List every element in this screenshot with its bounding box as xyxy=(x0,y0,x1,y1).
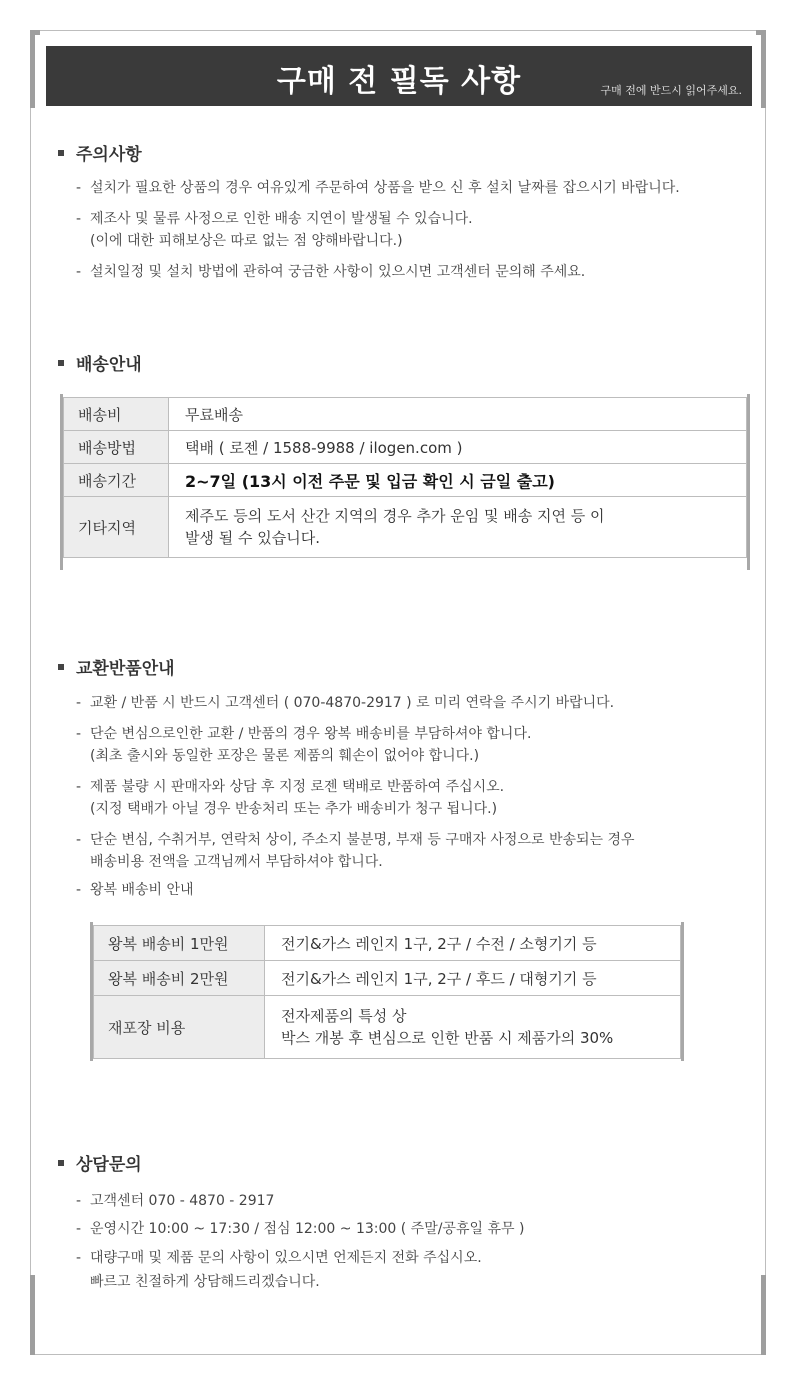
contact-section-title: 상담문의 xyxy=(58,1150,142,1175)
shipping-value: 2~7일 (13시 이전 주문 및 입금 확인 시 금일 출고) xyxy=(169,464,747,497)
fee-value: 전자제품의 특성 상 박스 개봉 후 변심으로 인한 반품 시 제품가의 30% xyxy=(265,996,681,1059)
shipping-label: 배송비 xyxy=(64,398,169,431)
returns-list xyxy=(76,692,756,901)
shipping-label: 배송기간 xyxy=(64,464,169,497)
table-edge xyxy=(747,394,750,570)
returns-item: - 교환 / 반품 시 반드시 고객센터 ( 070-4870-2917 ) 로 미리 연락을 주시기 바랍니다. xyxy=(76,692,756,714)
table-row xyxy=(94,996,681,1059)
returns-item: - 단순 변심, 수취거부, 연락처 상이, 주소지 불분명, 부재 등 구매자 사정으로 반송되는 경우 배송비용 전액을 고객님께서 부담하셔야 합니다. xyxy=(76,829,756,873)
table-edge xyxy=(90,922,93,1061)
contact-list xyxy=(76,1184,756,1294)
table-row xyxy=(94,926,681,961)
notice-item: - 설치가 필요한 상품의 경우 여유있게 주문하여 상품을 받으 신 후 설치 날짜를 잡으시기 바랍니다. xyxy=(76,177,756,199)
returns-item: - 왕복 배송비 안내 xyxy=(76,879,756,901)
square-bullet-icon xyxy=(58,360,64,366)
notice-section-title: 주의사항 xyxy=(58,140,142,165)
notice-list xyxy=(76,177,756,283)
contact-item: - 고객센터 070 - 4870 - 2917 xyxy=(76,1190,756,1212)
table-row xyxy=(64,497,747,558)
shipping-label: 기타지역 xyxy=(64,497,169,558)
corner-accent-bl xyxy=(30,1275,35,1355)
fee-label: 왕복 배송비 2만원 xyxy=(94,961,265,996)
corner-accent-tl-v xyxy=(30,30,35,108)
corner-accent-tr-v xyxy=(761,30,766,108)
shipping-table xyxy=(63,397,747,558)
table-edge xyxy=(60,394,63,570)
shipping-value: 택배 ( 로젠 / 1588-9988 / ilogen.com ) xyxy=(169,431,747,464)
table-row xyxy=(94,961,681,996)
page-subtitle: 구매 전에 반드시 읽어주세요. xyxy=(600,84,742,97)
fee-label: 왕복 배송비 1만원 xyxy=(94,926,265,961)
fee-table-wrap xyxy=(93,925,681,1059)
fee-label: 재포장 비용 xyxy=(94,996,265,1059)
page-title: 구매 전 필독 사항 xyxy=(276,64,522,99)
contact-item: - 대량구매 및 제품 문의 사항이 있으시면 언제든지 전화 주십시오. 빠르고 친절하게 상담해드리겠습니다. xyxy=(76,1246,756,1294)
corner-accent-br xyxy=(761,1275,766,1355)
contact-item: - 운영시간 10:00 ~ 17:30 / 점심 12:00 ~ 13:00 ( 주말/공휴일 휴무 ) xyxy=(76,1218,756,1240)
page-header xyxy=(46,46,752,106)
shipping-section-title: 배송안내 xyxy=(58,350,142,375)
notice-item: - 설치일정 및 설치 방법에 관하여 궁금한 사항이 있으시면 고객센터 문의해 주세요. xyxy=(76,261,756,283)
table-edge xyxy=(681,922,684,1061)
table-row xyxy=(64,431,747,464)
fee-value: 전기&가스 레인지 1구, 2구 / 수전 / 소형기기 등 xyxy=(265,926,681,961)
shipping-value: 무료배송 xyxy=(169,398,747,431)
square-bullet-icon xyxy=(58,1160,64,1166)
square-bullet-icon xyxy=(58,664,64,670)
shipping-value: 제주도 등의 도서 산간 지역의 경우 추가 운임 및 배송 지연 등 이 발생 될 수 있습니다. xyxy=(169,497,747,558)
notice-item: - 제조사 및 물류 사정으로 인한 배송 지연이 발생될 수 있습니다. (이에 대한 피해보상은 따로 없는 점 양해바랍니다.) xyxy=(76,208,756,252)
returns-item: - 제품 불량 시 판매자와 상담 후 지정 로젠 택배로 반품하여 주십시오. (지정 택배가 아닐 경우 반송처리 또는 추가 배송비가 청구 됩니다.) xyxy=(76,776,756,820)
table-row xyxy=(64,398,747,431)
square-bullet-icon xyxy=(58,150,64,156)
returns-item: - 단순 변심으로인한 교환 / 반품의 경우 왕복 배송비를 부담하셔야 합니다. (최초 출시와 동일한 포장은 물론 제품의 훼손이 없어야 합니다.) xyxy=(76,723,756,767)
table-row xyxy=(64,464,747,497)
shipping-table-wrap xyxy=(63,397,747,558)
fee-table xyxy=(93,925,681,1059)
shipping-label: 배송방법 xyxy=(64,431,169,464)
fee-value: 전기&가스 레인지 1구, 2구 / 후드 / 대형기기 등 xyxy=(265,961,681,996)
returns-section-title: 교환반품안내 xyxy=(58,654,175,679)
